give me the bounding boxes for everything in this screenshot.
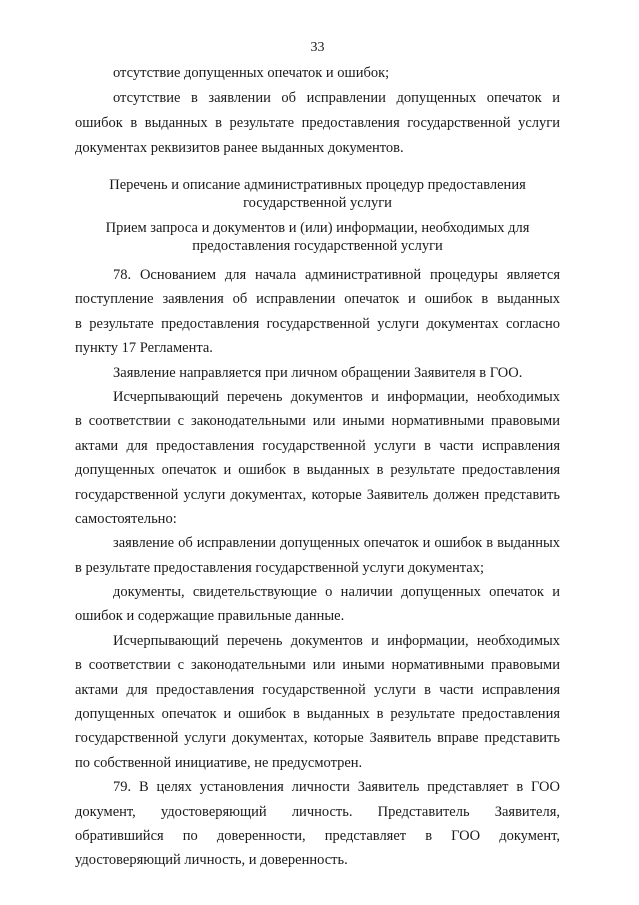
section-body [75, 263, 560, 873]
heading-line: Прием запроса и документов и (или) информации, необходимых для [105, 220, 530, 236]
text-line: актами для предоставления государственной услуги в части исправления [75, 681, 560, 698]
text-line: 79. В целях установления личности Заявитель представляет в ГОО [113, 779, 560, 796]
text-line: по собственной инициативе, не предусмотрен. [75, 754, 363, 771]
text-line: допущенных опечаток и ошибок в выданных в результате предоставления [75, 462, 560, 479]
text-line: допущенных опечаток и ошибок в выданных в результате предоставления [75, 706, 560, 723]
text-line: Заявление направляется при личном обращении Заявителя в ГОО. [113, 364, 523, 381]
text-line: документ, удостоверяющий личность. Представитель Заявителя, [75, 803, 560, 820]
text-line: ошибок и содержащие правильные данные. [75, 608, 345, 625]
text-line: Исчерпывающий перечень документов и информации, необходимых [113, 388, 560, 405]
heading-line: Перечень и описание административных процедур предоставления [109, 177, 526, 193]
paragraph [75, 61, 560, 86]
text-line: отсутствие в заявлении об исправлении допущенных опечаток и [113, 90, 560, 106]
text-line: документах реквизитов ранее выданных документов. [75, 140, 404, 156]
text-line: в соответствии с законодательными или иными нормативными правовыми [75, 657, 560, 674]
text-line: актами для предоставления государственной услуги в части исправления [75, 437, 560, 454]
text-line: 78. Основанием для начала административной процедуры является [113, 267, 560, 283]
text-line: Исчерпывающий перечень документов и информации, необходимых [113, 632, 560, 649]
text-line: самостоятельно: [75, 510, 177, 527]
text-line: заявление об исправлении допущенных опечаток и ошибок в выданных [113, 535, 560, 552]
paragraph [75, 629, 560, 775]
paragraph [75, 385, 560, 531]
paragraph [75, 263, 560, 361]
text-line: пункту 17 Регламента. [75, 340, 213, 357]
text-line: государственной услуги документах, которые Заявитель вправе представить [75, 730, 560, 747]
text-line: в результате предоставления государственной услуги документах; [75, 559, 485, 576]
text-line: обратившийся по доверенности, представляет в ГОО документ, [75, 827, 560, 844]
text-line: государственной услуги документах, которые Заявитель должен представить [75, 486, 560, 503]
text-line: отсутствие допущенных опечаток и ошибок; [113, 65, 390, 81]
text-line: в соответствии с законодательными или иными нормативными правовыми [75, 413, 560, 430]
section-heading [75, 176, 560, 212]
heading-line: государственной услуги [243, 195, 392, 211]
paragraph [75, 86, 560, 161]
paragraph [75, 361, 560, 385]
text-line: удостоверяющий личность, и доверенность. [75, 852, 348, 869]
paragraph [75, 580, 560, 629]
text-line: поступление заявления об исправлении опечаток и ошибок в выданных [75, 291, 560, 308]
paragraph [75, 531, 560, 580]
page-number: 33 [310, 40, 325, 55]
paragraph [75, 775, 560, 873]
heading-line: предоставления государственной услуги [192, 237, 443, 254]
text-line: документы, свидетельствующие о наличии допущенных опечаток и [113, 584, 560, 601]
text-line: ошибок в выданных в результате предоставления государственной услуги [75, 115, 560, 131]
list-continuation [75, 61, 560, 161]
subsection-heading [75, 220, 560, 255]
text-line: в результате предоставления государственной услуги документах согласно [75, 315, 560, 332]
